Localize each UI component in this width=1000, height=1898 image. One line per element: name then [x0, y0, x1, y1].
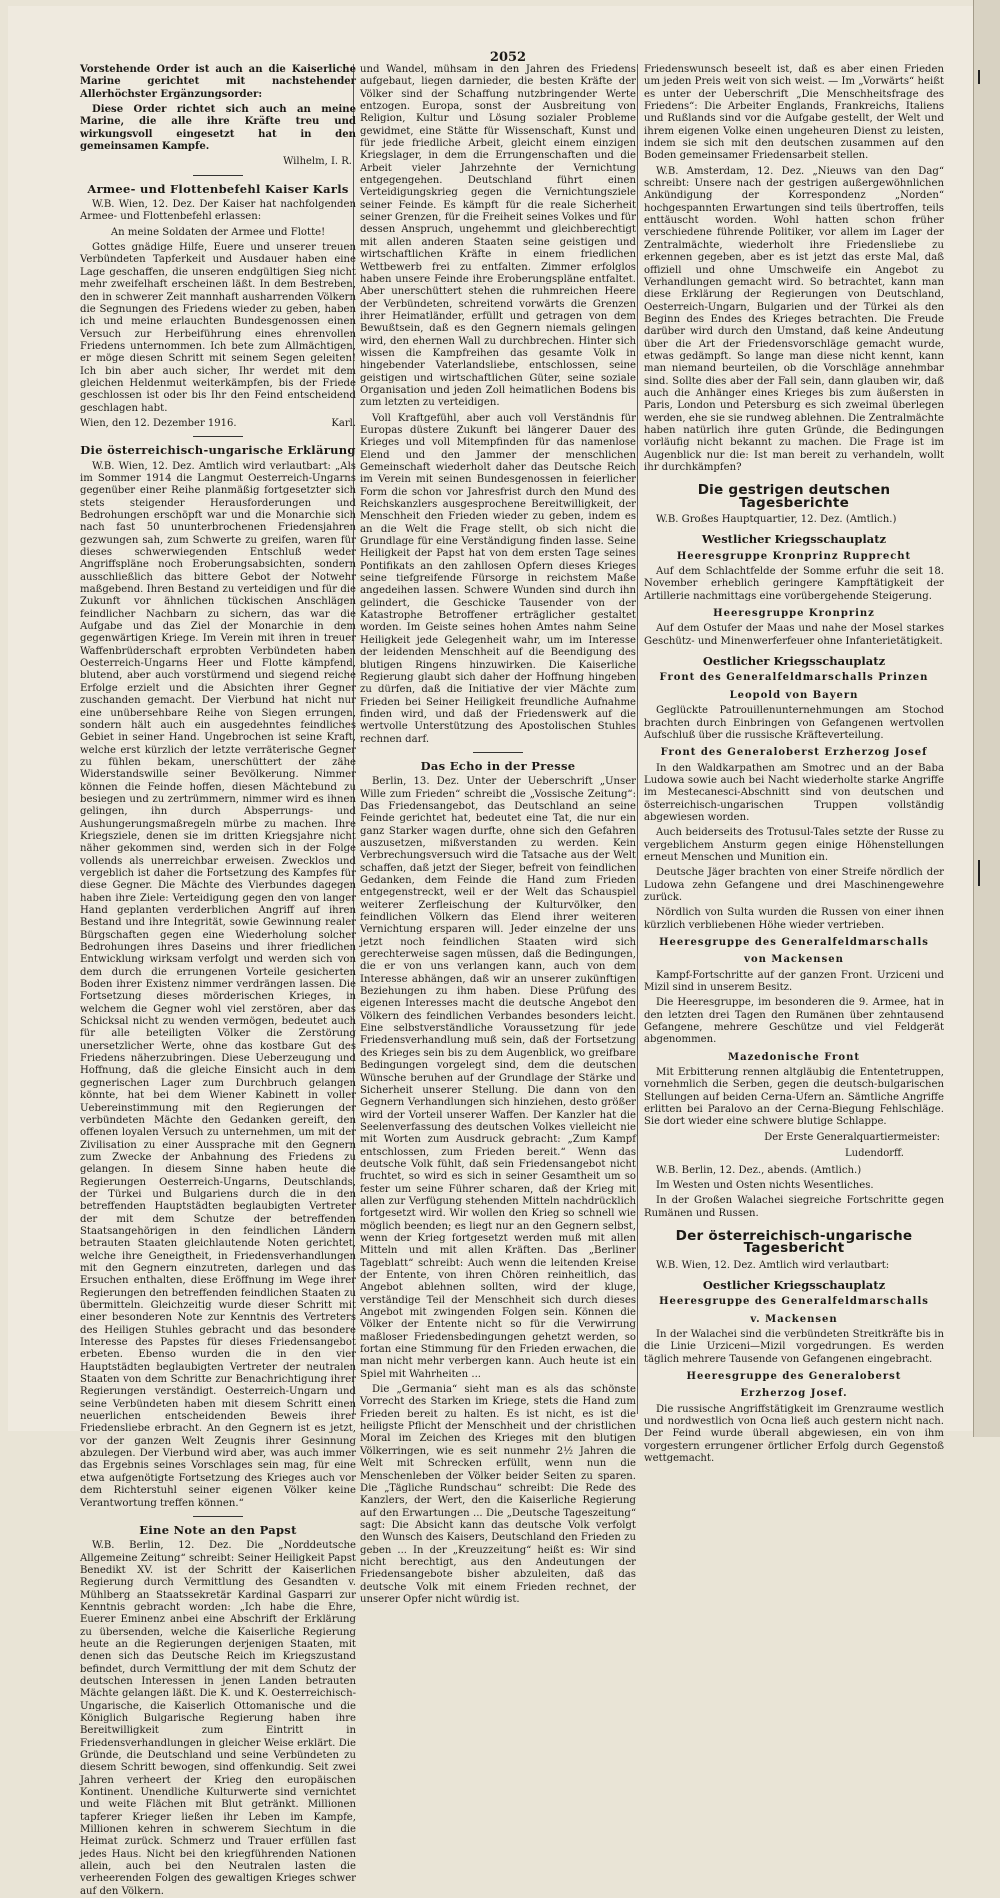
report-text: Deutsche Jäger brachten von einer Streife nördlich der Ludowa zehn Gefangene und drei Maschinengewehre zurück. [644, 867, 944, 903]
report-text: In der Großen Walachei siegreiche Fortschritte gegen Rumänen und Russen. [644, 1195, 944, 1219]
report-text: Die Heeresgruppe, im besonderen die 9. Armee, hat in den letzten drei Tagen den Rumänen über zehntausend Gefangene, mehrere Geschütze und viel Feldgerät abgenommen. [644, 997, 944, 1046]
separator [473, 752, 523, 753]
article-heading: Eine Note an den Papst [139, 1522, 297, 1537]
front-heading: Front des Generalfeldmarschalls Prinzen [659, 672, 929, 684]
army-group-heading: Heeresgruppe des Generaloberst [686, 1370, 902, 1382]
dateline [80, 418, 356, 430]
date: Wien, den 12. Dezember 1916. [80, 417, 237, 429]
page-number: 2052 [489, 50, 527, 65]
intro-paragraph: Diese Order richtet sich auch an meine Marine, die alle ihre Kräfte treu und wirkungsvoll eingesetzt hat in den gemeinsamen Kampfe. [80, 104, 356, 153]
army-group-heading: Heeresgruppe des Generalfeldmarschalls [659, 1296, 929, 1308]
article-heading: Armee- und Flottenbefehl Kaiser Karls [87, 181, 349, 196]
front-heading: Leopold von Bayern [729, 689, 859, 701]
report-lead: W.B. Berlin, 12. Dez., abends. (Amtlich.) [656, 1164, 862, 1176]
front-heading: Front des Generaloberst Erzherzog Josef [660, 747, 928, 759]
article-body: Voll Kraftgefühl, aber auch voll Verständnis für Europas düstere Zukunft bei längerer Dauer des Krieges und voll Mitempfinden für das namenlose Elend und den Jammer der menschlichen Gemeinschaft wiederholt daher das Deutsche Reich im Verein mit seinen Bundesgenossen in feierlicher Form die schon vor Jahresfrist durch den Mund des Reichskanzlers ausgesprochene Bereitwilligkeit, der Menschheit den Frieden wieder zu geben, indem es an die Welt die Frage stellt, ob sich nicht die Grundlage für eine Verständigung finden lasse. Seine Heiligkeit der Papst hat von dem ersten Tage seines Pontifikats an den zahllosen Opfern dieses Krieges seine tiefgreifende Fürsorge in reichstem Maße angedeihen lassen. Schwere Wunden sind durch ihn gelindert, die Geschicke Tausender von der Katastrophe Betroffener erträglicher gestaltet worden. Im Geiste seines hohen Amtes nahm Seine Heiligkeit jede Gelegenheit wahr, um im Interesse der leidenden Menschheit auf die Beendigung des blutigen Ringens hinzuwirken. Die Kaiserliche Regierung glaubt sich daher der Hoffnung hingeben zu dürfen, daß die Initiative der vier Mächte zum Frieden bei Seiner Heiligkeit freundliche Aufnahme finden wird, und daß der Friedenswerk auf die wertvolle Unterstützung des Apostolischen Stuhles rechnen darf. [360, 412, 636, 745]
signature: Wilhelm, I. R. [283, 156, 352, 168]
report-lead: W.B. Wien, 12. Dez. Amtlich wird verlautbart: [656, 1259, 890, 1271]
column-1 [80, 64, 356, 1897]
theater-heading: Westlicher Kriegsschauplatz [701, 532, 887, 547]
article-body: Die „Germania“ sieht man es als das schönste Vorrecht des Starken im Kriege, stets die Hand zum Frieden bereit zu halten. Es ist nicht, es ist die heiligste Pflicht der Menschheit und der christlichen Moral im Zeichen des Krieges mit den blutigen Völkerringen, wie es seit nunmehr 2½ Jahren die Welt mit Schrecken erfüllt, wenn nun die Menschenleben der Völker beider Seiten zu sparen. Die „Tägliche Rundschau“ schreibt: Die Rede des Kanzlers, der Wert, den die Kaiserliche Regierung auf den Erwartungen ... Die „Deutsche Tageszeitung“ sagt: Die Absicht kann das deutsche Volk verfolgt den Wunsch des Kaisers, Deutschland den Frieden zu geben ... In der „Kreuzzeitung“ heißt es: Wir sind nicht berechtigt, aus den Andeutungen der Friedensangebote bisher abzuleiten, daß das deutsche Volk mit einem Frieden rechnet, der unserer Opfer nicht würdig ist. [360, 1384, 636, 1605]
scan-mark [978, 70, 980, 84]
scan-edge [973, 0, 1000, 1437]
report-title: Die gestrigen deutschen Tagesberichte [697, 482, 891, 511]
salutation: An meine Soldaten der Armee und Flotte! [110, 226, 326, 238]
theater-heading: Oestlicher Kriegsschauplatz [702, 1277, 886, 1292]
intro-paragraph: Vorstehende Order ist auch an die Kaiserliche Marine gerichtet mit nachstehender Allerhöchster Ergänzungsorder: [80, 64, 356, 100]
article-body: und Wandel, mühsam in den Jahren des Friedens aufgebaut, liegen darnieder, die besten Kräfte der Völker sind der Schaffung nutzbringender Werte entzogen. Europa, sonst der Ausbreitung von Religion, Kultur und Lösung sozialer Probleme gewidmet, eine Stätte für Wissenschaft, Kunst und für jede friedliche Arbeit, gleicht einem einzigen Kriegslager, in dem die Errungenschaften und die Arbeit vieler Jahrzehnte der Vernichtung entgegengehen. Deutschland führt einen Verteidigungskrieg gegen die Vernichtungsziele seiner Feinde. Es kämpft für die reale Sicherheit seiner Grenzen, für die Freiheit seines Volkes und für dessen Anspruch, ungehemmt und gleichberechtigt mit allen anderen Staaten seine geistigen und wirtschaftlichen Kräfte in einem friedlichen Wettbewerb frei zu entfalten. Zimmer erfolglos haben unsere Feinde ihre Eroberungspläne entfaltet. Aber unerschüttert stehen die ruhmreichen Heere der Verbündeten, schreitend vorwärts die Grenzen ihrer Heimatländer, erfüllt und getragen von dem Bewußtsein, daß es den Gegnern niemals gelingen wird, den ehernen Wall zu durchbrechen. Hinter sich wissen die Kampfreihen das gesamte Volk in hingebender Vaterlandsliebe, entschlossen, seine geistigen und wirtschaftlichen Güter, seine soziale Organisation und jeden Zoll heimatlichen Bodens bis zum letzten zu verteidigen. [360, 64, 636, 409]
front-heading: Mazedonische Front [728, 1051, 860, 1063]
report-text: Auf dem Schlachtfelde der Somme erfuhr die seit 18. November erheblich geringere Kampftätigkeit der Artillerie nachmittags eine vorübergehende Steigerung. [644, 566, 944, 602]
signature: Der Erste Generalquartiermeister: [764, 1131, 940, 1143]
report-text: Kampf-Fortschritte auf der ganzen Front. Urziceni und Mizil sind in unserem Besitz. [644, 969, 944, 994]
article-body: Gottes gnädige Hilfe, Euere und unserer treuen Verbündeten Tapferkeit und Ausdauer haben eine Lage geschaffen, die unseren endgültigen Sieg nicht mehr zweifelhaft erscheinen läßt. In dem Bestreben, den in schwerer Zeit mannhaft ausharrenden Völkern die Segnungen des Friedens wieder zu geben, haben ich und meine erlauchten Bundesgenossen einen Versuch zur Herbeiführung eines ehrenvollen Friedens unternommen. Ich bete zum Allmächtigen, er möge diesen Schritt mit seinem Segen geleiten! Ich bin aber auch sicher, Ihr werdet mit dem gleichen Heldenmut weiterkämpfen, bis der Friede geschlossen ist oder bis Ihr den Feind entscheidend geschlagen habt. [80, 242, 356, 414]
article-body: Berlin, 13. Dez. Unter der Ueberschrift „Unser Wille zum Frieden“ schreibt die „Vossische Zeitung“: Das Friedensangebot, das Deutschland an seine Feinde gerichtet hat, bedeutet eine Tat, die nur ein ganz Starker wagen durfte, ohne sich den Gefahren auszusetzen, mißverstanden zu werden. Kein Verbrechungsversuch wird die Tatsache aus der Welt schaffen, daß jetzt der Sieger, befreit von feindlichen Gedanken, dem Feinde die Hand zum Frieden entgegenstreckt, weil er der Welt das Schauspiel weiterer Zerfleischung der Kulturvölker, den feindlichen Völkern das Elend ihrer weiteren Vernichtung ersparen will. Jeder einzelne der uns jetzt noch feindlichen Staaten wird sich gerechterweise sagen müssen, daß die Bedingungen, die er von uns verlangen kann, auch von dem Interesse abhängen, daß wir an unserer zukünftigen Beziehungen zu ihm haben. Diese Prüfung des eigenen Interesses macht die deutsche Angebot den Völkern des feindlichen Verbandes besonders leicht. Eine selbstverständliche Voraussetzung für jede Friedensverhandlung muß sein, daß der Fortsetzung des Krieges sein bis zu dem Augenblick, wo greifbare Bedingungen vorgelegt sind, dem die deutschen Wünsche beruhen auf der Grundlage der Stärke und Sicherheit unserer Stellung. Die dann von den Gegnern Verhandlungen sich hinziehen, desto größer wird der Vorteil unserer Waffen. Der Kanzler hat die Seelenverfassung des deutschen Volkes vielleicht nie mit Worten zum Ausdruck gebracht: „Zum Kampf entschlossen, zum Frieden bereit.“ Wenn das deutsche Volk fühlt, daß sein Friedensangebot nicht fruchtet, so wird es sich in seiner Gesamtheit um so fester um seine Führer scharen, daß der Krieg mit allen zur Verfügung stehenden Mitteln nachdrücklich fortgesetzt wird. Wir wollen den Krieg so schnell wie möglich beenden; es liegt nur an den Gegnern selbst, wenn der Krieg fortgesetzt werden muß mit allen Mitteln und mit allen Kräften. Das „Berliner Tageblatt“ schreibt: Auch wenn die leitenden Kreise der Entente, von ihren Chören reinheitlich, das Angebot ablehnen sollten, wird der kluge, verständige Teil der Menschheit sich durch dieses Angebot mit zwingenden Folgen sein. Können die Völker der Entente nicht so für die Verwirrung maßloser Friedensbedingungen gehetzt werden, so fortan eine Stimmung für den Frieden erwachen, die man nicht mehr verbergen kann. Auch heute ist ein Spiel mit Wahrheiten ... [360, 776, 636, 1380]
article-heading: Die österreichisch-ungarische Erklärung [80, 443, 356, 458]
report-text: Auf dem Ostufer der Maas und nahe der Mosel starkes Geschütz- und Minenwerferfeuer ohne Infanterietätigkeit. [644, 623, 944, 647]
signature: Karl. [331, 417, 356, 429]
army-group-heading: Erzherzog Josef. [740, 1388, 848, 1400]
separator [193, 436, 243, 437]
report-text: Mit Erbitterung rennen altgläubig die Ententetruppen, vornehmlich die Serben, gegen die deutsch-bulgarischen Stellungen auf beiden Cerna-Ufern an. Sämtliche Angriffe erlitten bei Paralovo an der Cerna-Biegung Fehlschläge. Sie dort wieder eine schwere blutige Schlappe. [644, 1067, 944, 1128]
army-group-heading: v. Mackensen [750, 1313, 838, 1325]
article-lead: W.B. Wien, 12. Dez. Der Kaiser hat nachfolgenden Armee- und Flottenbefehl erlassen: [80, 199, 356, 223]
report-text: In den Waldkarpathen am Smotrec und an der Baba Ludowa sowie auch bei Nacht wiederholte starke Angriffe im Mestecanesci-Abschnitt sind von deutschen und österreichisch-ungarischen Truppen vollständig abgewiesen worden. [644, 762, 944, 823]
report-text: Die russische Angriffstätigkeit im Grenzraume westlich und nordwestlich von Ocna ließ auch gestern nicht nach. Der Feind wurde überall abgewiesen, ein von ihm vorgestern errungener örtlicher Erfolg durch Gegenstoß wettgemacht. [644, 1403, 944, 1465]
army-group-heading: von Mackensen [744, 954, 844, 966]
article-body: W.B. Wien, 12. Dez. Amtlich wird verlautbart: „Als im Sommer 1914 die Langmut Oesterreich-Ungarns gegenüber einer Reihe planmäßig fortgesetzter sich stets steigender Herausforderungen und Bedrohungen erschöpft war und die Monarchie sich nach fast 50 ununterbrochenen Friedensjahren gezwungen sah, zum Schwerte zu greifen, waren für dieses schwerwiegenden Entschluß weder Angriffspläne noch Eroberungsabsichten, sondern ausschließlich das bittere Gebot der Notwehr maßgebend. Ihren Bestand zu verteidigen und für die Zukunft vor ähnlichen tückischen Anschlägen feindlicher Nachbarn zu sichern, das war die Aufgabe und das Ziel der Monarchie in dem gegenwärtigen Kriege. Im Verein mit ihren in treuer Waffenbrüderschaft erprobten Verbündeten haben Oesterreich-Ungarns Heer und Flotte kämpfend, blutend, aber auch vorstürmend und siegend reiche Erfolge erzielt und die Absichten ihrer Gegner zuschanden gemacht. Der Vierbund hat nicht nur eine unübersehbare Reihe von Siegen errungen, sondern hält auch ein ausgedehntes feindliches Gebiet in seiner Hand. Ungebrochen ist seine Kraft, welche erst kürzlich der letzte verräterische Gegner zu fühlen bekam, unerschüttert der zähe Widerstandswille seiner Bevölkerung. Nimmer können die Feinde hoffen, diesen Mächtebund zu besiegen und zu zertrümmern, nimmer wird es ihnen gelingen, ihn durch Absperrungs- und Aushungerungsmaßregeln mürbe zu machen. Ihre Kriegsziele, denen sie im dritten Kriegsjahre nicht näher gekommen sind, werden sich in der Folge vollends als unerreichbar erweisen. Zwecklos und vergeblich ist daher die Fortsetzung des Kampfes für diese Gegner. Die Mächte des Vierbundes dagegen haben ihre Ziele: Verteidigung gegen den von langer Hand geplanten verderblichen Angriff auf ihren Bestand und ihre Integrität, sowie Gewinnung realer Bürgschaften gegen eine Wiederholung solcher Bedrohungen ihres Daseins und ihrer friedlichen Entwicklung wirksam verfolgt und werden sich von dem durch die errungenen Vorteile gesicherten Boden ihrer Existenz nimmer verdrängen lassen. Die Fortsetzung dieses mörderischen Krieges, in welchem die Gegner wohl viel zerstören, aber das Schicksal nicht zu wenden vermögen, bedeutet auch für alle beteiligten Völker die Zerstörung unersetzlicher Werte, ohne das kostbare Gut des Friedens näherzubringen. Diese Ueberzeugung und Hoffnung, daß die gleiche Einsicht auch in dem gegnerischen Lager zum Durchbruch gelangen könnte, hat bei dem Wiener Kabinett in voller Uebereinstimmung mit den Regierungen der verbündeten Mächte den Gedanken gereift, den offenen loyalen Versuch zu unternehmen, um mit der Zivilisation zu einer Aussprache mit den Gegnern zum Zwecke der Anbahnung des Friedens zu gelangen. In diesem Sinne haben heute die Regierungen Oesterreich-Ungarns, Deutschlands, der Türkei und Bulgariens durch die in den betreffenden Hauptstädten beglaubigten Vertreter der mit dem Schutze der betreffenden Staatsangehörigen in den feindlichen Ländern betrauten Staaten gleichlautende Noten gerichtet, welche ihre Geneigtheit, in Friedensverhandlungen mit den Gegnern einzutreten, darlegen und das Ersuchen enthalten, diese Eröffnung im Wege ihrer Regierungen den betreffenden feindlichen Staaten zu übermitteln. Gleichzeitig wurde dieser Schritt mit einer besonderen Note zur Kenntnis des Vertreters des Heiligen Stuhles gebracht und das besondere Interesse des Papstes für dieses Friedensangebot erbeten. Ebenso wurden die in den vier Hauptstädten beglaubigten Vertreter der neutralen Staaten von dem Schritte zur Benachrichtigung ihrer Regierungen verständigt. Oesterreich-Ungarn und seine Verbündeten haben mit diesem Schritt einen neuerlichen entscheidenden Beweis ihrer Friedensliebe erbracht. An den Gegnern ist es jetzt, vor der ganzen Welt Zeugnis ihrer Gesinnung abzulegen. Der Vierbund wird aber, was auch immer das Ergebnis seines Vorschlages sein mag, für eine etwa aufgenötigte Fortsetzung des Krieges auch vor dem Richterstuhl seiner eigenen Völker keine Verantwortung treffen können.“ [80, 460, 356, 1509]
article-body: Friedenswunsch beseelt ist, daß es aber einen Frieden um jeden Preis weit von sich weist. — Im „Vorwärts“ heißt es unter der Ueberschrift „Die Menschheitsfrage des Friedens“: Die Arbeiter Englands, Frankreichs, Italiens und Rußlands sind vor die Aufgabe gestellt, der Welt und ihrem eigenen Volke einen ungeheuren Dienst zu leisten, indem sie sich mit den deutschen zusammen auf den Boden gemeinsamer Friedensarbeit stellen. [644, 64, 944, 162]
army-group-heading: Heeresgruppe Kronprinz [713, 608, 875, 620]
article-body: W.B. Amsterdam, 12. Dez. „Nieuws van den Dag“ schreibt: Unsere nach der gestrigen außergewöhnlichen Ankündigung der Korrespondenz „Norden“ hochgespannten Erwartungen sind teils übertroffen, teils enttäuscht worden. Wohl hatten schon früher verschiedene führende Politiker, vor allem im Lager der Zentralmächte, wiederholt ihre Friedensliebe zu erkennen gegeben, aber es ist jetzt das erste Mal, daß offiziell und ohne Umschweife ein Angebot zu Verhandlungen gemacht wird. So betrachtet, kann man diese Erklärung der Regierungen von Deutschland, Oesterreich-Ungarn, Bulgarien und der Türkei als den Beginn des Endes des Krieges betrachten. Die Freude darüber wird durch den Umstand, daß keine Andeutung über die Art der Friedensvorschläge gemacht wurde, etwas gedämpft. So lange man diese nicht kennt, kann man niemand beurteilen, ob die Vorschläge annehmbar sind. Sollte dies aber der Fall sein, dann glauben wir, daß auch die Anhänger eines Krieges bis zum äußersten in Paris, London und Petersburg es sich zweimal überlegen werden, ehe sie sie rundweg ablehnen. Die Zentralmächte haben natürlich ihre guten Gründe, die Bedingungen vorläufig nicht bekannt zu machen. Die Frage ist im Augenblick nur die: Ist man bereit zu verhandeln, wollt ihr durchkämpfen? [644, 165, 944, 473]
report-text: Geglückte Patrouillenunternehmungen am Stochod brachten durch Einbringen von Gefangenen wertvollen Aufschluß über die russische Kräfteverteilung. [644, 705, 944, 741]
army-group-heading: Heeresgruppe des Generalfeldmarschalls [659, 937, 929, 948]
column-3 [644, 64, 944, 1465]
separator [193, 175, 243, 176]
report-text: Nördlich von Sulta wurden die Russen von einer ihnen kürzlich verbliebenen Höhe wieder vertrieben. [644, 907, 944, 931]
separator [193, 1516, 243, 1517]
column-rule [637, 64, 638, 1414]
article-body: W.B. Berlin, 12. Dez. Die „Norddeutsche Allgemeine Zeitung“ schreibt: Seiner Heiligkeit Papst Benedikt XV. ist der Schritt der Kaiserlichen Regierung durch Vermittlung des Gesandten v. Mühlberg an Staatssekretär Kardinal Gasparri zur Kenntnis gebracht worden: „Ich habe die Ehre, Euerer Eminenz anbei eine Abschrift der Erklärung zu übersenden, welche die Kaiserliche Regierung heute an die Regierungen derjenigen Staaten, mit denen sich das Deutsche Reich im Kriegszustand befindet, durch Vermittlung der mit dem Schutz der deutschen Interessen in jenen Landen betrauten Mächte gelangen läßt. Die K. und K. Oesterreichisch-Ungarische, die Kaiserlich Ottomanische und die Königlich Bulgarische Regierung haben ihre Bereitwilligkeit zum Eintritt in Friedensverhandlungen in gleicher Weise erklärt. Die Gründe, die Deutschland und seine Verbündeten zu diesem Schritt bewogen, sind offenkundig. Seit zwei Jahren verheert der Krieg den europäischen Kontinent. Unendliche Kulturwerte sind vernichtet und weite Flächen mit Blut getränkt. Millionen tapferer Krieger ließen ihr Leben im Kampfe, Millionen kehren in schwerem Siechtum in die Heimat zurück. Schmerz und Trauer erfüllen fast jedes Haus. Nicht bei den kriegführenden Nationen allein, auch bei den Neutralen lasten die verheerenden Folgen des gewaltigen Krieges schwer auf den Völkern. [80, 1540, 356, 1897]
theater-heading: Oestlicher Kriegsschauplatz [702, 654, 886, 669]
army-group-heading: Heeresgruppe Kronprinz Rupprecht [676, 550, 912, 562]
report-text: Auch beiderseits des Trotusul-Tales setzte der Russe zu vergeblichem Ansturm gegen einige Höhenstellungen erneut Menschen und Munition ein. [644, 827, 944, 863]
scan-mark [978, 860, 980, 886]
column-2 [360, 64, 636, 1605]
newspaper-page [8, 6, 973, 1897]
article-heading: Das Echo in der Presse [420, 758, 576, 773]
report-text: In der Walachei sind die verbündeten Streitkräfte bis in die Linie Urziceni—Mizil vorgedrungen. Es werden täglich mehrere Tausende von Gefangenen eingebracht. [644, 1328, 944, 1365]
report-lead: W.B. Großes Hauptquartier, 12. Dez. (Amtlich.) [656, 514, 897, 526]
signature: Ludendorff. [845, 1148, 904, 1160]
report-title: Der österreichisch-ungarische Tagesbericht [675, 1227, 913, 1257]
report-text: Im Westen und Osten nichts Wesentliches. [656, 1179, 874, 1191]
